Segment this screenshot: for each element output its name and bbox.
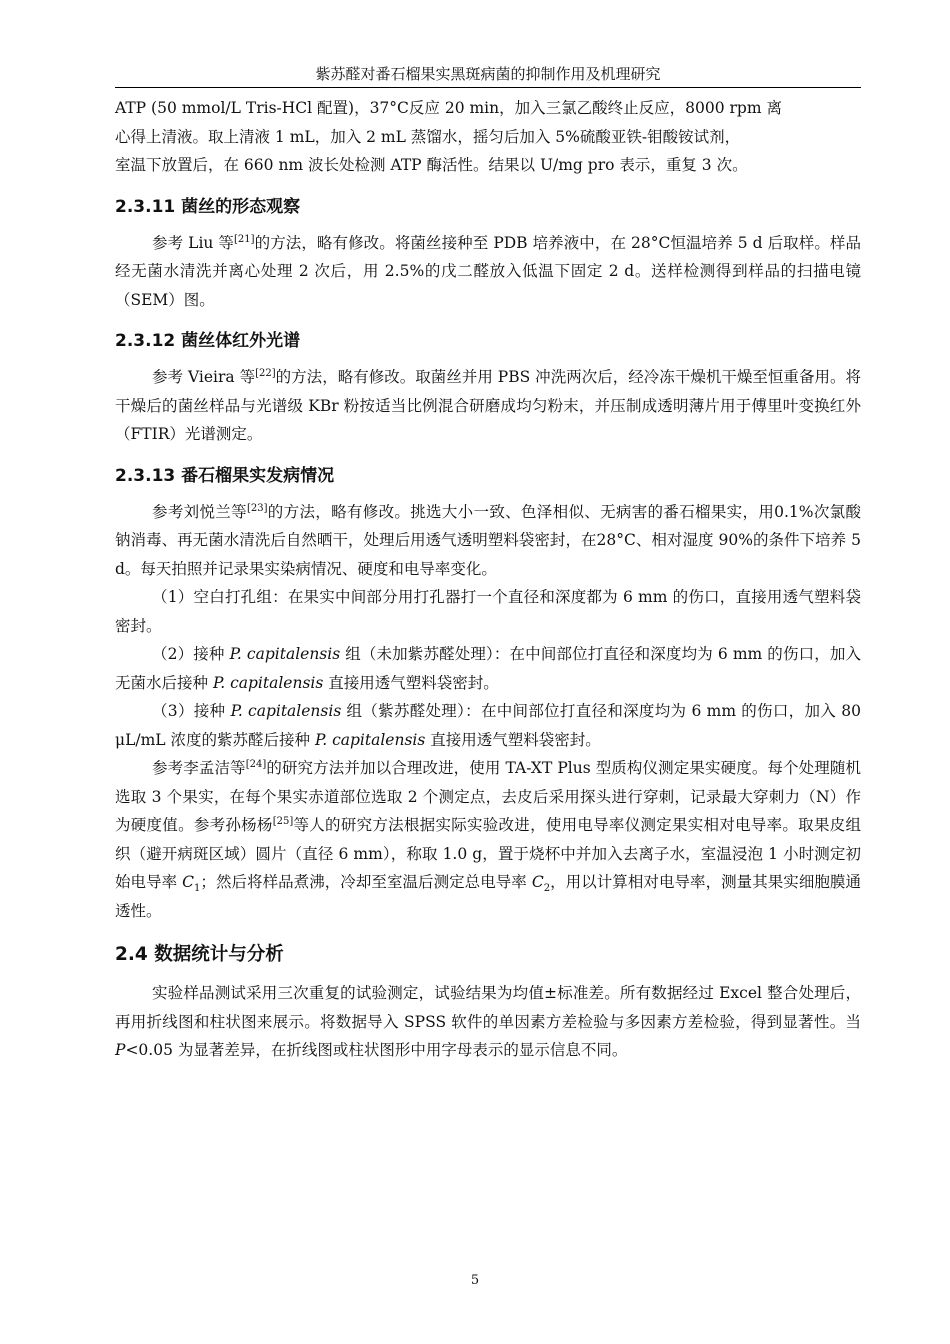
paragraph-firmness-conductivity <box>115 754 861 925</box>
text: ，用以计算相对电导率，测量其果实细胞膜通透性。 <box>115 873 861 920</box>
text: （2）接种 <box>152 645 230 663</box>
section-heading-2-3-11: 2.3.11 菌丝的形态观察 <box>115 196 301 217</box>
continued-paragraph <box>115 94 861 180</box>
section-heading-2-3-12: 2.3.12 菌丝体红外光谱 <box>115 331 301 351</box>
list-item-3 <box>115 697 861 754</box>
subscript: 2 <box>543 883 551 895</box>
list-item-2 <box>115 640 861 697</box>
paragraph-2-3-11 <box>115 229 861 315</box>
text: 直接用透气塑料袋密封。 <box>323 673 499 692</box>
text: （3）接种 <box>152 702 231 720</box>
text: 的方法，略有修改。将菌丝接种至 PDB 培养液中，在 28°C恒温培养 5 d 后取样。样品经无菌水清洗并离心处理 2 次后，用 2.5%的戊二醛放入低温下固定 2 d。送样检测得到样品的扫描电镜（SEM）图。 <box>115 233 861 309</box>
page-body <box>115 94 861 1065</box>
list-item-1: （1）空白打孔组：在果实中间部分用打孔器打一个直径和深度都为 6 mm 的伤口，直接用透气塑料袋密封。 <box>115 588 861 635</box>
citation: [21] <box>234 233 255 245</box>
header-rule <box>115 87 861 88</box>
intro-line-3: 室温下放置后，在 660 nm 波长处检测 ATP 酶活性。结果以 U/mg pro 表示，重复 3 次。 <box>115 156 748 174</box>
paragraph-2-4 <box>115 979 861 1065</box>
variable-c1: C <box>182 873 195 891</box>
text: ；然后将样品煮沸，冷却至室温后测定总电导率 <box>200 873 532 891</box>
subscript: 1 <box>194 883 201 895</box>
species-name: P. capitalensis <box>229 645 341 663</box>
text: 的研究方法并加以合理改进，使用 TA-XT Plus 型质构仪测定果实硬度。每个处理随机选取 3 个果实，在每个果实赤道部位选取 2 个测定点，去皮后采用探头进行穿刺，记录最大穿刺力（N）作为硬度值。参考孙杨杨 <box>115 759 861 834</box>
text: 参考 Liu 等 <box>152 233 234 252</box>
citation: [24] <box>245 758 267 770</box>
text: 参考 Vieira 等 <box>152 368 256 386</box>
citation: [22] <box>255 367 276 379</box>
text: 组（紫苏醛处理）：在中间部位打直径和深度均为 6 mm 的伤口，加入 80 μL/mL 浓度的紫苏醛后接种 <box>115 702 861 749</box>
citation: [25] <box>272 815 294 827</box>
intro-line-1: ATP (50 mmol/L Tris-HCl 配置)，37°C反应 20 min，加入三氯乙酸终止反应，8000 rpm 离 <box>115 99 782 117</box>
paragraph-2-3-12 <box>115 363 861 449</box>
variable-p: P <box>115 1041 126 1059</box>
species-name: P. capitalensis <box>212 673 324 692</box>
citation: [23] <box>246 502 268 514</box>
text: 参考李孟洁等 <box>152 759 246 777</box>
section-heading-2-4: 2.4 数据统计与分析 <box>115 944 284 965</box>
species-name: P. capitalensis <box>314 730 426 749</box>
text: 的方法，略有修改。挑选大小一致、色泽相似、无病害的番石榴果实，用0.1%次氯酸钠消毒、再无菌水清洗后自然晒干，处理后用透气透明塑料袋密封，在28°C、相对湿度 90%的条件下培养 5 d。每天拍照并记录果实染病情况、硬度和电导率变化。 <box>115 502 861 578</box>
text: 等人的研究方法根据实际实验改进，使用电导率仪测定果实相对电导率。取果皮组织（避开病斑区域）圆片（直径 6 mm），称取 1.0 g，置于烧杯中并加入去离子水，室温浸泡 1 小时测定初始电导率 <box>115 816 861 891</box>
paragraph-2-3-13 <box>115 498 861 584</box>
species-name: P. capitalensis <box>230 702 342 720</box>
running-header: 紫苏醛对番石榴果实黑斑病菌的抑制作用及机理研究 <box>315 65 661 83</box>
text: 实验样品测试采用三次重复的试验测定，试验结果为均值±标准差。所有数据经过 Excel 整合处理后，再用折线图和柱状图来展示。将数据导入 SPSS 软件的单因素方差检验与多因素方差检验，得到显著性。当 <box>115 984 861 1031</box>
variable-c2: C <box>531 873 544 891</box>
intro-line-2: 心得上清液。取上清液 1 mL，加入 2 mL 蒸馏水，摇匀后加入 5%硫酸亚铁-钼酸铵试剂， <box>115 127 741 146</box>
text: 的方法，略有修改。取菌丝并用 PBS 冲洗两次后，经冷冻干燥机干燥至恒重备用。将干燥后的菌丝样品与光谱级 KBr 粉按适当比例混合研磨成均匀粉末，并压制成透明薄片用于傅里叶变换红外（FTIR）光谱测定。 <box>115 368 861 443</box>
text: 参考刘悦兰等 <box>152 502 247 521</box>
text: 组（未加紫苏醛处理）：在中间部位打直径和深度均为 6 mm 的伤口，加入无菌水后接种 <box>115 645 862 692</box>
text: <0.05 为显著差异，在折线图或柱状图形中用字母表示的显示信息不同。 <box>125 1041 628 1059</box>
text: 直接用透气塑料袋密封。 <box>425 730 601 749</box>
page-number: 5 <box>470 1273 480 1288</box>
section-heading-2-3-13: 2.3.13 番石榴果实发病情况 <box>115 465 335 486</box>
